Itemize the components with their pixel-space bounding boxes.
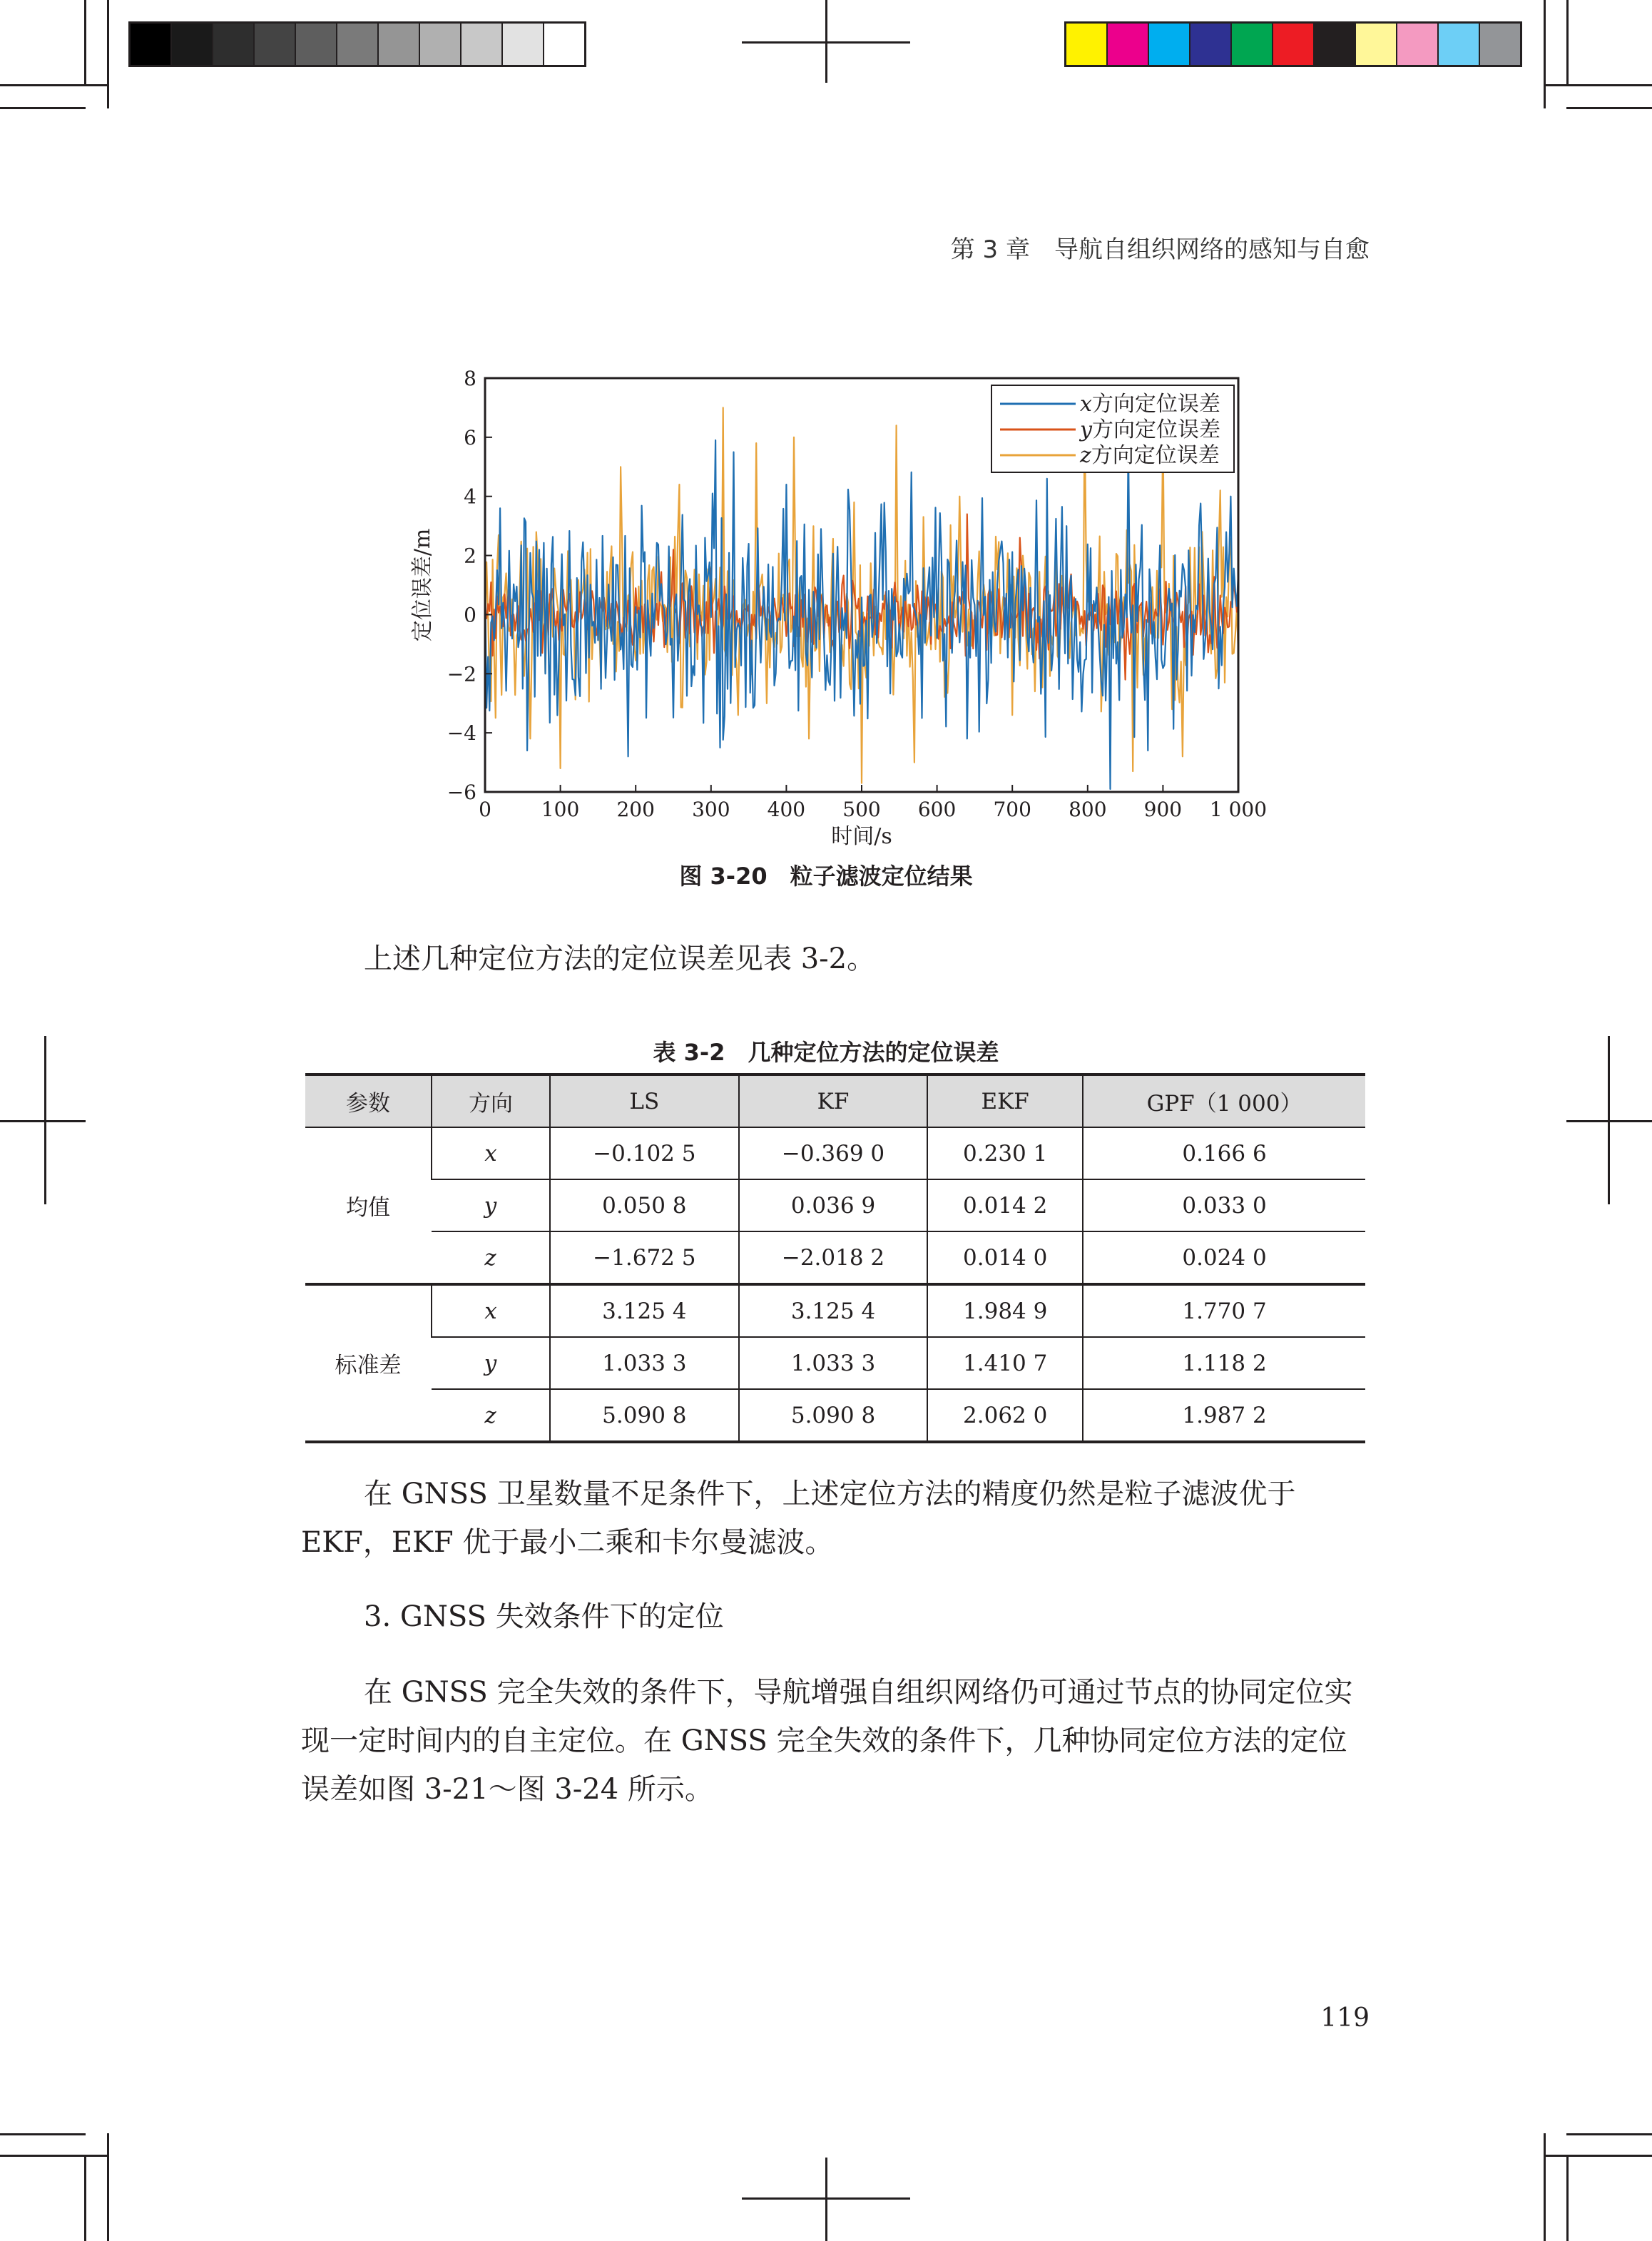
- color-swatch: [1315, 24, 1356, 65]
- value-cell: 1.770 7: [1083, 1284, 1365, 1337]
- value-cell: 2.062 0: [927, 1389, 1083, 1442]
- legend-label-x: x方向定位误差: [1080, 392, 1220, 417]
- col-ekf: EKF: [927, 1074, 1083, 1127]
- direction-cell: y: [432, 1337, 550, 1389]
- value-cell: −0.102 5: [550, 1127, 739, 1179]
- color-swatch: [462, 24, 503, 65]
- x-tick-label: 0: [479, 798, 491, 821]
- color-swatch: [172, 24, 213, 65]
- color-swatch: [337, 24, 379, 65]
- value-cell: 0.050 8: [550, 1179, 739, 1231]
- error-table: [305, 1073, 1365, 1443]
- value-cell: 3.125 4: [550, 1284, 739, 1337]
- table-row: [305, 1127, 1365, 1179]
- col-kf: KF: [739, 1074, 928, 1127]
- value-cell: 1.033 3: [739, 1337, 928, 1389]
- particle-filter-error-chart: [399, 357, 1284, 856]
- color-swatch: [1480, 24, 1520, 65]
- x-axis-label: 时间/s: [831, 824, 892, 849]
- paragraph-3: 在 GNSS 完全失效的条件下，导航增强自组织网络仍可通过节点的协同定位实现一定时间内的自主定位。在 GNSS 完全失效的条件下，几种协同定位方法的定位误差如图 3-21～图 3-24 所示。: [301, 1676, 1353, 1806]
- running-header: 第 3 章 导航自组织网络的感知与自愈: [950, 235, 1370, 264]
- x-tick-label: 400: [767, 798, 806, 821]
- x-tick-label: 100: [541, 798, 580, 821]
- col-ls: LS: [550, 1074, 739, 1127]
- y-tick-label: 4: [464, 484, 476, 509]
- value-cell: 5.090 8: [739, 1389, 928, 1442]
- col-param: 参数: [305, 1074, 432, 1127]
- x-tick-label: 900: [1143, 798, 1183, 821]
- y-tick-label: −4: [447, 721, 476, 746]
- group-label: 标准差: [305, 1284, 432, 1442]
- direction-cell: y: [432, 1179, 550, 1231]
- col-gpf: GPF（1 000）: [1083, 1074, 1365, 1127]
- paragraph-1: 上述几种定位方法的定位误差见表 3-2。: [364, 942, 876, 975]
- y-tick-label: 6: [464, 425, 476, 449]
- page-number: 119: [1320, 2003, 1370, 2033]
- value-cell: 0.024 0: [1083, 1231, 1365, 1284]
- value-cell: 0.166 6: [1083, 1127, 1365, 1179]
- table-row: [305, 1284, 1365, 1337]
- direction-cell: z: [432, 1231, 550, 1284]
- direction-cell: x: [432, 1284, 550, 1337]
- color-swatch: [255, 24, 296, 65]
- x-tick-label: 1 000: [1209, 798, 1268, 821]
- y-tick-label: −2: [447, 662, 476, 686]
- color-calibration-bar: [1064, 21, 1522, 67]
- y-tick-label: 8: [464, 367, 476, 390]
- table-row: [305, 1337, 1365, 1389]
- y-tick-label: 2: [464, 544, 476, 568]
- paragraph-2: 在 GNSS 卫星数量不足条件下，上述定位方法的精度仍然是粒子滤波优于 EKF，EKF 优于最小二乘和卡尔曼滤波。: [301, 1478, 1296, 1559]
- y-tick-label: 0: [464, 603, 476, 627]
- value-cell: −0.369 0: [739, 1127, 928, 1179]
- gray-calibration-bar: [128, 21, 586, 67]
- group-label: 均值: [305, 1127, 432, 1284]
- table-row: [305, 1389, 1365, 1442]
- x-tick-label: 300: [692, 798, 730, 821]
- value-cell: 0.033 0: [1083, 1179, 1365, 1231]
- y-axis-label: 定位误差/m: [410, 528, 435, 642]
- value-cell: 1.984 9: [927, 1284, 1083, 1337]
- color-swatch: [131, 24, 172, 65]
- legend-label-z: z方向定位误差: [1080, 443, 1220, 468]
- color-swatch: [1232, 24, 1273, 65]
- value-cell: 1.118 2: [1083, 1337, 1365, 1389]
- x-tick-label: 700: [993, 798, 1031, 821]
- table-header-row: [305, 1074, 1365, 1127]
- x-tick-label: 200: [616, 798, 655, 821]
- direction-cell: x: [432, 1127, 550, 1179]
- y-tick-label: −6: [447, 781, 476, 804]
- value-cell: 0.036 9: [739, 1179, 928, 1231]
- value-cell: 1.033 3: [550, 1337, 739, 1389]
- color-swatch: [1273, 24, 1315, 65]
- x-tick-label: 500: [842, 798, 881, 821]
- value-cell: 5.090 8: [550, 1389, 739, 1442]
- value-cell: 0.230 1: [927, 1127, 1083, 1179]
- color-swatch: [1356, 24, 1397, 65]
- color-swatch: [1108, 24, 1149, 65]
- value-cell: 0.014 0: [927, 1231, 1083, 1284]
- x-tick-label: 800: [1069, 798, 1107, 821]
- color-swatch: [1439, 24, 1480, 65]
- color-swatch: [1190, 24, 1232, 65]
- color-swatch: [1149, 24, 1190, 65]
- color-swatch: [213, 24, 255, 65]
- section-heading-3: 3. GNSS 失效条件下的定位: [364, 1600, 724, 1633]
- color-swatch: [1397, 24, 1439, 65]
- x-tick-label: 600: [917, 798, 957, 821]
- value-cell: 0.014 2: [927, 1179, 1083, 1231]
- color-swatch: [379, 24, 420, 65]
- table-row: [305, 1179, 1365, 1231]
- value-cell: −1.672 5: [550, 1231, 739, 1284]
- color-swatch: [1066, 24, 1108, 65]
- color-swatch: [296, 24, 337, 65]
- col-direction: 方向: [432, 1074, 550, 1127]
- value-cell: 1.410 7: [927, 1337, 1083, 1389]
- value-cell: −2.018 2: [739, 1231, 928, 1284]
- table-row: [305, 1231, 1365, 1284]
- chart-legend: [991, 385, 1234, 472]
- table-caption: 表 3-2 几种定位方法的定位误差: [653, 1039, 999, 1066]
- color-swatch: [544, 24, 584, 65]
- value-cell: 3.125 4: [739, 1284, 928, 1337]
- color-swatch: [420, 24, 462, 65]
- legend-label-y: y方向定位误差: [1080, 417, 1220, 442]
- figure-caption: 图 3-20 粒子滤波定位结果: [679, 863, 973, 890]
- value-cell: 1.987 2: [1083, 1389, 1365, 1442]
- color-swatch: [503, 24, 544, 65]
- direction-cell: z: [432, 1389, 550, 1442]
